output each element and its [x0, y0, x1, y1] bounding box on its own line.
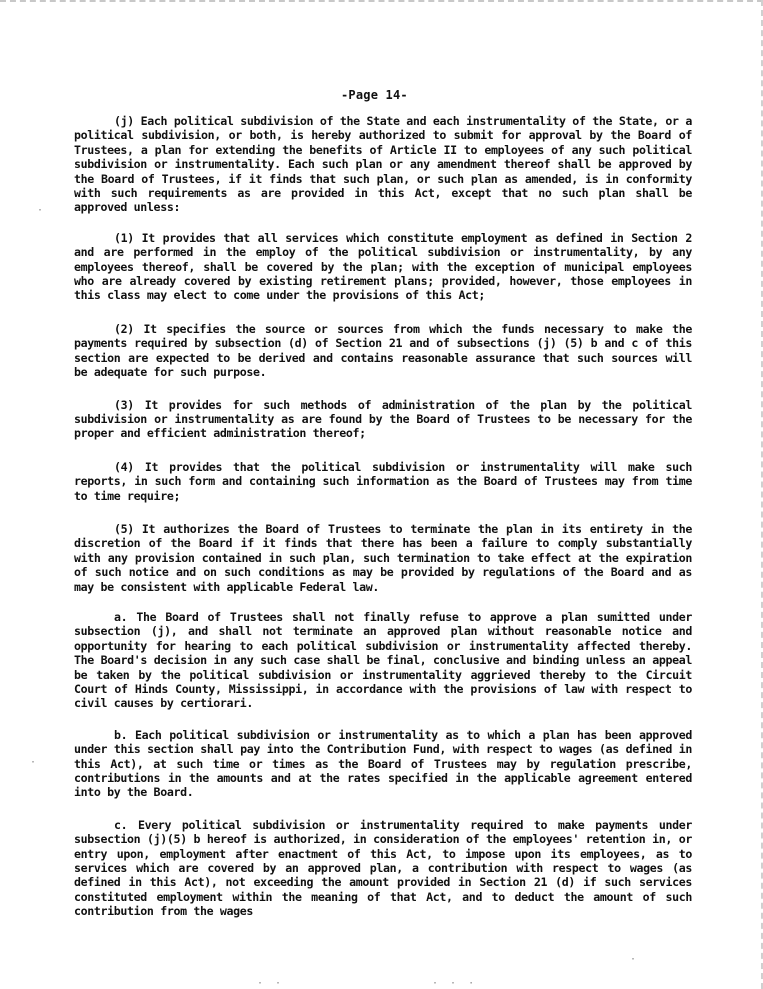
scan-right-edge: [755, 0, 763, 989]
paragraph-b: b. Each political subdivision or instrumentality as to which a plan has been approved under this section shall pay into the Contribution Fund, with respect to wages (as defined in this Act), at such time or times as the Board of Trustees may by regulation prescribe, contributions in the amounts and at the rates specified in the applicable agreement entered into by the Board.: [74, 727, 692, 800]
margin-speck: ·: [30, 757, 37, 768]
page-number: -Page 14-: [341, 88, 408, 102]
document-body: [74, 114, 692, 919]
paragraph-c: c. Every political subdivision or instrumentality required to make payments under subsection (j)(5) b hereof is authorized, in consideration of the employees' retention in, or entry upon, employment after enactment of this Act, to impose upon its employees, as to services which are covered by an approved plan, a contribution with respect to wages (as defined in this Act), not exceeding the amount provided in Section 21 (d) if such services constituted employment within the meaning of that Act, and to deduct the amount of such contribution from the wages: [74, 817, 692, 919]
margin-speck: ·: [37, 205, 44, 216]
paragraph-5: (5) It authorizes the Board of Trustees to terminate the plan in its entirety in the discretion of the Board if it finds that there has been a failure to comply substantially with any provision contained in such plan, such termination to take effect at the expiration of such notice and on such conditions as may be provided by regulations of the Board and as may be consistent with applicable Federal law.: [74, 521, 692, 594]
scan-speck: ·: [630, 954, 637, 965]
scan-top-edge: [0, 0, 763, 8]
scan-speck: · · ·: [432, 978, 478, 989]
paragraph-4: (4) It provides that the political subdivision or instrumentality will make such reports, in such form and containing such information as the Board of Trustees may from time to time require;: [74, 459, 692, 503]
paragraph-1: (1) It provides that all services which constitute employment as defined in Section 2 and are performed in the employ of the political subdivision or instrumentality, by any employees thereof, shall be covered by the plan; with the exception of municipal employees who are already covered by existing retirement plans; provided, however, those employees in this class may elect to come under the provisions of this Act;: [74, 230, 692, 303]
paragraph-a: a. The Board of Trustees shall not finally refuse to approve a plan sumitted under subsection (j), and shall not terminate an approved plan without reasonable notice and opportunity for hearing to each political subdivision or instrumentality affected thereby. The Board's decision in any such case shall be final, conclusive and binding unless an appeal be taken by the political subdivision or instrumentality aggrieved thereby to the Circuit Court of Hinds County, Mississippi, in accordance with the provisions of law with respect to civil causes by certiorari.: [74, 609, 692, 711]
scan-speck: · ·: [257, 978, 285, 989]
paragraph-2: (2) It specifies the source or sources from which the funds necessary to make the payments required by subsection (d) of Section 21 and of subsections (j) (5) b and c of this section are expected to be derived and contains reasonable assurance that such sources will be adequate for such purpose.: [74, 321, 692, 380]
paragraph-j: (j) Each political subdivision of the State and each instrumentality of the State, or a political subdivision, or both, is hereby authorized to submit for approval by the Board of Trustees, a plan for extending the benefits of Article II to employees of any such political subdivision or instrumentality. Each such plan or any amendment thereof shall be approved by the Board of Trustees, if it finds that such plan, or such plan as amended, is in conformity with such requirements as are provided in this Act, except that no such plan shall be approved unless:: [74, 114, 692, 215]
paragraph-3: (3) It provides for such methods of administration of the plan by the political subdivision or instrumentality as are found by the Board of Trustees to be necessary for the proper and efficient administration thereof;: [74, 397, 692, 441]
